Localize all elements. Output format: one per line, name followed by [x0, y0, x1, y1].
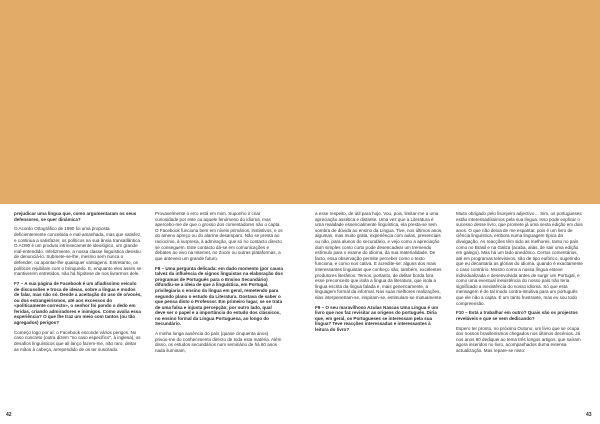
page-number-left: 42: [6, 412, 12, 418]
header-photo-band: [0, 0, 600, 204]
question-paragraph: F9 – O seu maravilhoso Azulas Nascas Uma Língua é um livro que nos faz revisitar as origens do português. Diria que, em geral, os Portugueses se interessam pela sua língua? Teve reacções interessadas e interessantes à leitura do livro?: [315, 304, 439, 333]
text-column-1: [14, 211, 142, 356]
answer-paragraph: a esse respeito, de útil para hoje. Vou, pois, limitar-me a uma apreciação assética e distante. Uma vez que a Literatura é uma realidade essencialmente linguística, ela presta-se sem sombra de dúvida ao ensino da Língua. Tive, nos últimos anos, algumas, mas muito grata, experiência com aulas, presenciais ou não, para alunos do secundário, e vejo como a apreciação dum simples conto curto pode desencadear um tremendo estímulo para o exame do idioma, da sua materialidade. De facto, essa observação permite perceber como o texto funciona, e como nos cativa. E acredite-se: alguns dos mais interessantes linguistas que conheço são, também, excelentes produtores literários. Temos, portanto, de delitar borda fora esse preconceito que isola a língua da literatura, que isola a língua escrita da língua falada e, mais genericamente, a linguagem formal da informal. Nas suas melhores realizações, elas interpenetram-se, inspiram-se, estimulam-se mutuamente.: [315, 211, 443, 300]
text-column-2: [155, 211, 283, 358]
answer-paragraph: Começo logo por aí: o Facebook esconde vários perigos. No caso concreto (outra dizem "no caso específico", à inglesa), os desafios linguísticos que ali lanço fazem-me, não raro, deitar as mãos à cabeça, arrependido de os ter suscitado.: [14, 329, 141, 352]
question-paragraph: prejudicar uma língua que, como argumentaram os seus defensores, se quer dinâmica?: [14, 211, 137, 222]
answer-paragraph: Espero ter pronto, no próximo Outono, um livro que se ocupa dos nossos brasileirismos chegados nos últimos decénios. Já nos anos 80 dediquei ao tema três longos artigos, que saíram agora inseridos no livro, acompanhados duma extensa actualização. Mas repare-se nisto:: [456, 325, 581, 354]
text-column-3: [315, 211, 443, 337]
page-number-right: 43: [586, 412, 592, 418]
question-paragraph: F8 – Uma pergunta delicada: em dado momento (por causa talvez da influência de signos linguistas na elaboração dos programas de Português para o Ensino Secundário) difundiu-se a ideia de que a linguística, em Portugal, privilegiaria o ensino da língua em geral, remetendo para segundo plano o estudo da Literatura. Gostava de saber o que pensa disto o Professor. Em primeiro lugar, se se trata de uma falsa e injusta percepção; por outro lado, qual deve ser o papel e a importância do estudo dos clássicos, no ensino formal da Língua Portuguesa, ao longo do Secundário.: [155, 265, 283, 327]
question-paragraph: F7 – A sua página de Facebook é um afiadíssimo veículo de discussões e troca de ideias, sobre a língua e modos de falar, mas não só. Desde a aceitação do uso de o/vocês, ou dos estrangeirismos, até aos excessos do «politicamente correcto», o senhor foi pondo o dedo em feridas, criando admiradores e inimigos. Como avalia essa experiência? O que lhe traz um meio com tantos (ou tão agregados) perigos?: [14, 280, 142, 326]
article-body: [0, 211, 600, 424]
answer-paragraph: Provavelmente o erro está em mim. Suponho ir criar curiosidade por este ou aquele fenómeno do idioma, mas apercebo-me de que o grosso dos comentadores não o capta. O Facebook funciona bem em níveis primários, instintivos, e os do ameno apreço ou do alarme desamparo. Não se presta ao raciocínio, à surpresa, à admiração, que só no contacto directo se conseguem. Este contacto dá-se em comunicações e debates ao vivo na Internet, no Zoom ou outras plataformas, a que anteveio um grande futuro.: [155, 211, 283, 261]
text-column-4: [456, 211, 584, 358]
answer-paragraph: A minha longa ausência do país (quase cinquenta anos) privou-me do conhecimento directo de toda esta matéria. Além disso, os estudos secundários num seminário de há 60 anos nada iluminam,: [155, 331, 282, 354]
question-paragraph: F10 – Está a trabalhar em outro? Quais são os projectos reveláveis e que se vem dedicando?: [456, 310, 578, 321]
answer-paragraph: O Acordo Ortográfico de 1990 foi uma proposta deficientemente concebida e mal-amanhada, mas que satisfez, e continua a satisfazer, os políticos na sua ânsia transatlântica. O AO90 é um produto intrinsecamente ideológico, um grande mal-entendido. Infelizmente, a nossa classe linguística desistiu de denunciá-lo. Submete-se-lhe, mesmo sem nunca o defender, ou apontar-lhe quaisquer vantagens. Entretanto, os políticos rejubilam com o brinquedo. E, enquanto eles assim se mantiverem entretidos, não há hipótese de nos livrarmos dele.: [14, 226, 142, 277]
answer-paragraph: Muito obrigado pelo lisonjeiro adjectivo… Sim, os portugueses estão interessadíssimos pela sua língua. Isso pode explicar o sucesso desse livro, que promete já uma sexta edição em dois anos. O que não deixa de me espantar, pois é um livro de ciência linguística, embora numa linguagem típica da divulgação. As reacções têm sido as melhores, tanto no país como no Brasil e na Galiza (acaba, aliás, de sair uma edição em galego). Mas há um lado anedótico. Certos comentários, até em programas televisivos, são de tipo eufórico, sugerindo que eu decantaria as glórias do idioma, quando é exactamente o caso contrário. Mostro como a nossa língua esteve individualizada e desenvolvida antes de surgir um Portugal, e como uma eventual inexistência do nosso país não teria significado a inexistência do nosso idioma. Só que esta mensagem é de tal modo contra-intuitiva para um português que ele não a capta. É um tanto frustrante, mas eu sou todo compreensão.: [456, 211, 583, 306]
